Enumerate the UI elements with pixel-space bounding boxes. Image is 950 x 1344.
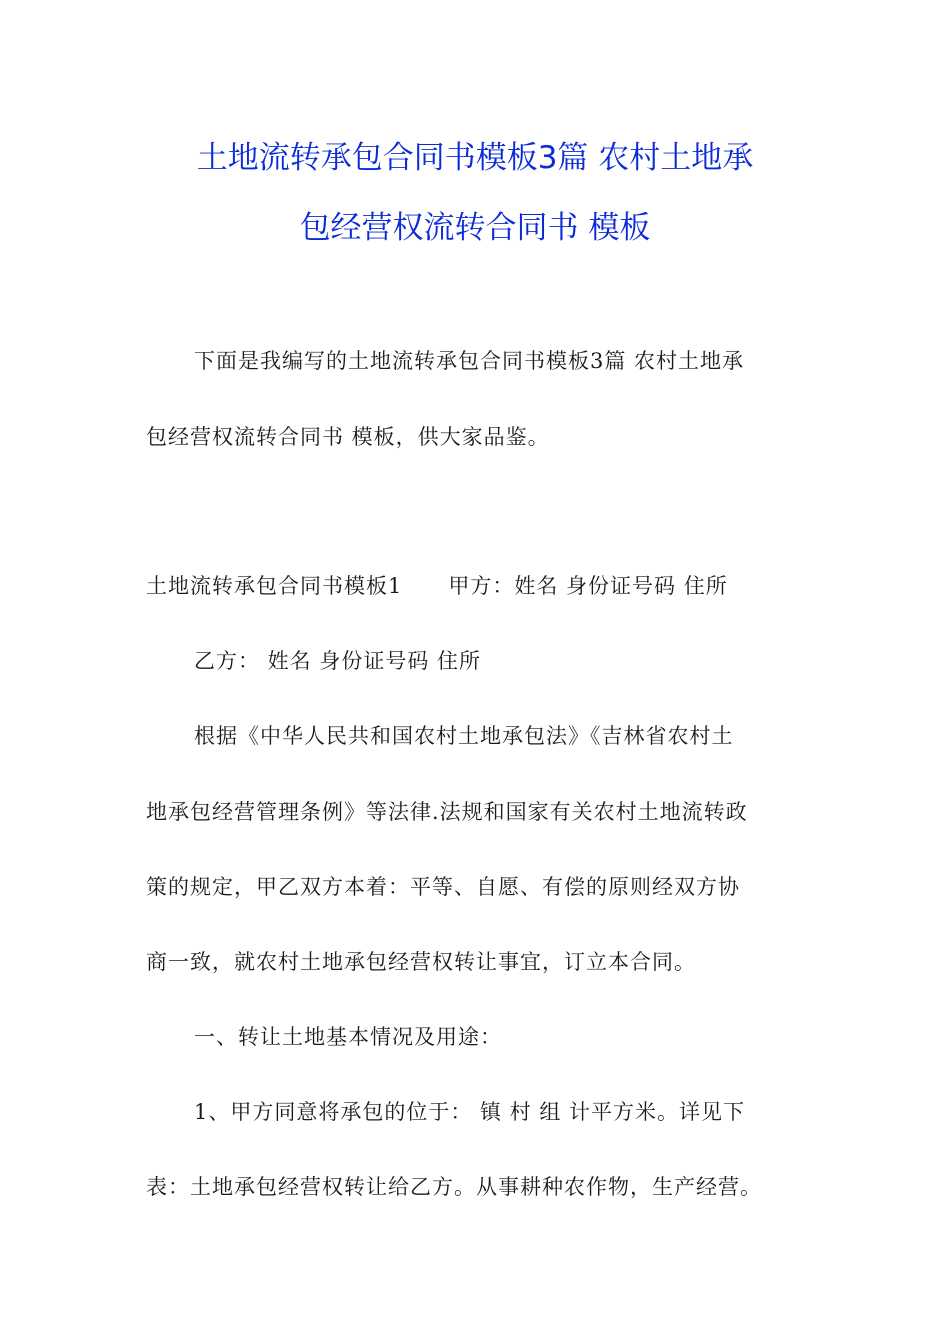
basis-line-1: 根据《中华人民共和国农村土地承包法》《吉林省农村土 — [194, 724, 734, 748]
clause-1-item-1-line-2: 表：土地承包经营权转让给乙方。从事耕种农作物，生产经营。 — [146, 1175, 762, 1199]
party-b: 乙方： 姓名 身份证号码 住所 — [194, 649, 482, 673]
section-1-heading: 土地流转承包合同书模板1 — [146, 574, 403, 598]
basis-line-4: 商一致，就农村土地承包经营权转让事宜，订立本合同。 — [146, 950, 696, 974]
clause-1-title: 一、转让土地基本情况及用途： — [194, 1025, 502, 1049]
intro-line-2: 包经营权流转合同书 模板，供大家品鉴。 — [146, 425, 550, 449]
basis-line-3: 策的规定，甲乙双方本着：平等、自愿、有偿的原则经双方协 — [146, 875, 740, 899]
party-a: 甲方：姓名 身份证号码 住所 — [448, 574, 728, 598]
section-1-heading-line — [146, 570, 728, 600]
basis-line-2: 地承包经营管理条例》等法律.法规和国家有关农村土地流转政 — [146, 800, 748, 824]
intro-line-1: 下面是我编写的土地流转承包合同书模板3篇 农村土地承 — [194, 349, 745, 373]
document-title-line-2: 包经营权流转合同书 模板 — [299, 210, 651, 246]
document-title-line-1: 土地流转承包合同书模板3篇 农村土地承 — [196, 140, 754, 176]
clause-1-item-1-line-1: 1、甲方同意将承包的位于： 镇 村 组 计平方米。详见下 — [194, 1100, 746, 1124]
